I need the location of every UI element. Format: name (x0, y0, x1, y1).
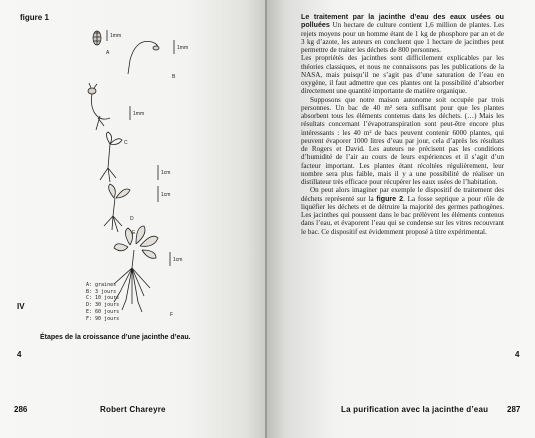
legend-item: C: 10 jours (86, 295, 120, 302)
scale-label-f: 1cm (173, 257, 183, 263)
scale-label-a: 1mm (110, 33, 122, 39)
figure-letter-b: B (172, 74, 176, 80)
legend-item: A: graines (86, 282, 117, 288)
paragraph: Les propriétés des jacinthes sont difficilement explicables par les théories classiques, et nous ne connaissons pas les publications de la NASA, mais puisqu’il ne s’agit pas d’une saturation de l’eau en oxygène, il faut admettre que ces plantes ont la possibilité d’absorber directement une quantité importante de matière organique. (301, 54, 504, 96)
figure-letter-a: A (106, 50, 110, 56)
figure-caption: Étapes de la croissance d’une jacinthe d’eau. (40, 334, 191, 341)
legend-item: F: 90 jours (86, 315, 120, 322)
stage-d-young-plant-drawing (100, 132, 158, 182)
scale-label-c: 1mm (133, 111, 145, 117)
paragraph: . La fosse septique a pour rôle de liquéfier les déchets et de détruire la majorité des germes pathogènes. Les jacinthes qui poussent dans le bac prélèvent les éléments contenus dans l’eau, et évaporent l’eau qui se condense sur les vitres recouvrant le bac. Ce dispositif est évidemment proposé à titre expérimental. (301, 194, 505, 236)
legend-item: E: 60 jours (86, 308, 120, 315)
stage-b-seedling-drawing (128, 40, 174, 74)
stage-c-sprout-drawing (88, 83, 130, 130)
body-text (301, 13, 504, 236)
scale-label-b: 1mm (177, 45, 189, 51)
paragraph: Supposons que notre maison autonome soit occupée par trois personnes. Un bac de 40 m² sera suffisant pour que les plantes absorbent tous les éléments contenus dans les déchets. (…) Mais les résultats concernant l’évapotranspiration sont peut-être encore plus intéressants : les 40 m² de bacs peuvent contenir 6000 plantes, qui peuvent évaporer 1000 litres d’eau par jour, cela d’après les résultats de Rogers et David. Les auteurs ne précisent pas les conditions d’humidité de l’air au cours de leurs expériences et il s’agit d’un facteur important. Les plantes étant récoltées régulièrement, leur nombre sera plus faible, mais il y a une possibilité de réaliser un distillateur très efficace pour récupérer les eaux usées de l’habitation. (301, 95, 504, 186)
right-running-head: La purification avec la jacinthe d’eau (341, 405, 489, 414)
right-page-number: 287 (507, 405, 521, 414)
figure-reference: figure 2 (376, 194, 404, 203)
figure-letter-f: F (170, 312, 174, 318)
legend-item: B: 3 jours (86, 288, 117, 295)
paragraph: Un hectare de culture contient 1,6 million de plantes. Les rejets moyens pour un homme étant de 1 kg de phosphore par an et de 3 kg d’azote, les auteurs en concluent que 1 hectare de jacinthes peut permettre de traiter les déchets de 800 personnes. (301, 21, 504, 54)
left-chapter-number: 4 (17, 350, 22, 359)
right-page (267, 0, 535, 438)
legend-item: D: 30 jours (86, 302, 120, 309)
stage-f-mature-plant-drawing (114, 226, 170, 312)
figure-letter-d: D (130, 216, 134, 222)
section-heading: Le traitement par la jacinthe d’eau des eaux usées ou polluées (301, 13, 504, 30)
figure-letter-c: C (124, 140, 128, 146)
scale-label-d: 1cm (161, 170, 171, 176)
stage-e-plant-drawing (104, 184, 158, 232)
left-section-marker: IV (17, 302, 25, 311)
figure-letter-e: E (132, 230, 136, 236)
left-running-head: Robert Chareyre (100, 405, 166, 414)
paragraph: On peut alors imaginer par exemple le dispositif de traitement des déchets représenté sur la (301, 186, 504, 203)
left-page (0, 0, 267, 438)
right-chapter-number: 4 (515, 350, 520, 359)
figure-label: figure 1 (20, 13, 49, 22)
figure-legend (86, 282, 119, 322)
left-page-number: 286 (14, 405, 28, 414)
scale-label-e: 1cm (161, 192, 171, 198)
stage-a-seed-drawing (93, 30, 107, 45)
